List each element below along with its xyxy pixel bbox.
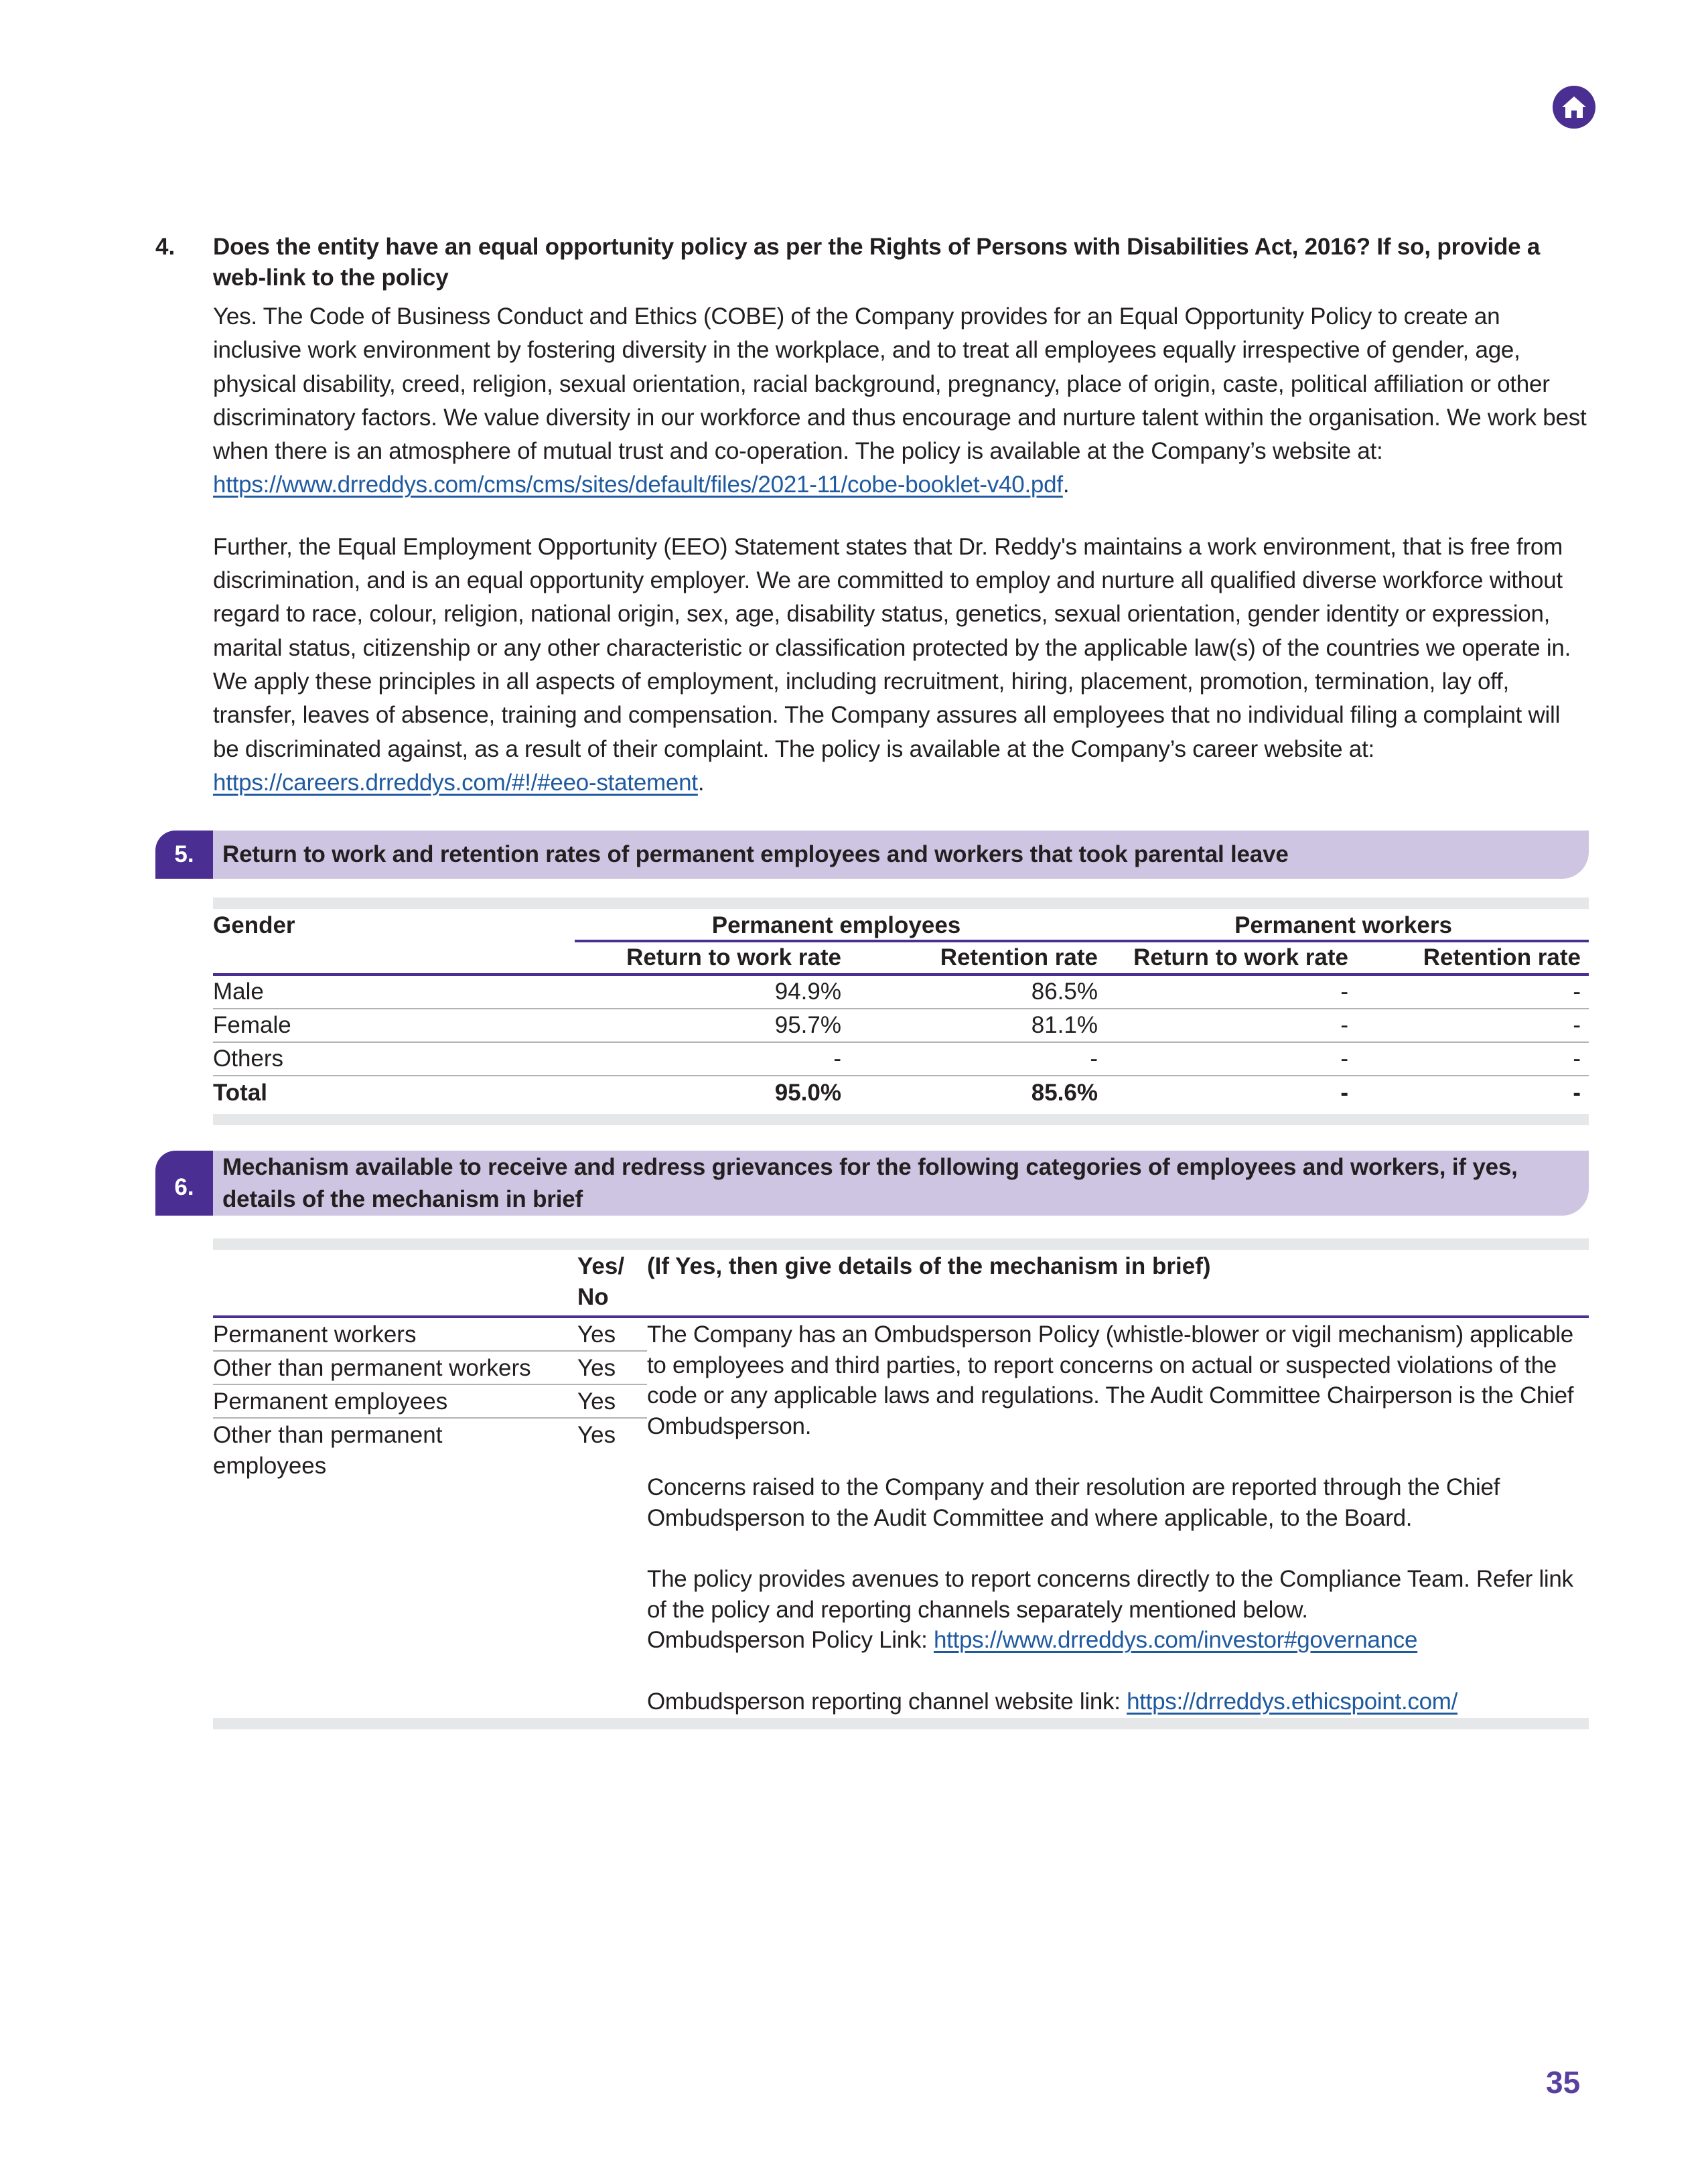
- table-row: Permanent employees Yes: [213, 1385, 647, 1419]
- section-title: Return to work and retention rates of permanent employees and workers that took parental leave: [213, 831, 1589, 879]
- gender-header: Gender: [213, 912, 295, 938]
- table-row: Female 95.7% 81.1% - -: [213, 1009, 1589, 1043]
- section-6-banner: [155, 1151, 1589, 1216]
- home-icon[interactable]: [1553, 86, 1595, 129]
- table-row: Male 94.9% 86.5% - -: [213, 976, 1589, 1009]
- grievance-table: [213, 1250, 1589, 1717]
- mechanism-details: [647, 1318, 1589, 1717]
- answer-paragraph-2: Further, the Equal Employment Opportunity (EEO) Statement states that Dr. Reddy's maintains a work environment, that is free from discrimination, and is an equal opportunity employer. We are committed to employ and nurture all qualified diverse workforce without regard to race, colour, religion, national origin, sex, age, disability status, genetics, sexual orientation, gender identity or expression, marital status, citizenship or any other characteristic or classification protected by the applicable law(s) of the countries we operate in. We apply these principles in all aspects of employment, including recruitment, hiring, placement, promotion, termination, lay off, transfer, leaves of absence, training and compensation. The Company assures all employees that no individual filing a complaint will be discriminated against, as a result of their complaint. The policy is available at the Company’s career website at: https://careers.drreddys.com/#!/#eeo-statement.: [213, 533, 1571, 796]
- cobe-policy-link[interactable]: https://www.drreddys.com/cms/cms/sites/default/files/2021-11/cobe-booklet-v40.pdf: [213, 472, 1063, 498]
- answer-paragraph-1: Yes. The Code of Business Conduct and Ethics (COBE) of the Company provides for an Equal Opportunity Policy to create an inclusive work environment by fostering diversity in the workplace, and to treat all employees equally irrespective of gender, age, physical disability, creed, religion, sexual orientation, racial background, pregnancy, place of origin, caste, political affiliation or other discriminatory factors. We value diversity in our workforce and thus encourage and nurture talent within the organisation. We work best when there is an atmosphere of mutual trust and co-operation. The policy is available at the Company’s website at: https://www.drreddys.com/cms/cms/sites/default/files/2021-11/cobe-booklet-v40.pdf.: [213, 303, 1587, 498]
- details-paragraph: Ombudsperson reporting channel website link: https://drreddys.ethicspoint.com/: [647, 1688, 1458, 1715]
- subheader: Retention rate: [940, 944, 1098, 970]
- table-top-rule: [213, 897, 1589, 909]
- section-number: 6.: [155, 1151, 213, 1216]
- table-group-header: [213, 909, 1589, 942]
- table-header-row: [213, 1250, 1589, 1318]
- group-permanent-workers: Permanent workers: [1098, 909, 1589, 942]
- table-subheader-row: [213, 942, 1589, 976]
- subheader: Return to work rate: [1133, 944, 1348, 970]
- table-row: Others - - - -: [213, 1043, 1589, 1076]
- table-bottom-rule: [213, 1114, 1589, 1125]
- table-row: Other than permanent employees Yes: [213, 1422, 616, 1479]
- table-bottom-rule: [213, 1718, 1589, 1729]
- ombudsperson-policy-link[interactable]: https://www.drreddys.com/investor#governance: [933, 1627, 1418, 1653]
- section-title: Mechanism available to receive and redress grievances for the following categories of employees and workers, if yes, details of the mechanism in brief: [213, 1151, 1589, 1216]
- details-paragraph: The policy provides avenues to report concerns directly to the Compliance Team. Refer link of the policy and reporting channels separately mentioned below. Ombudsperson Policy Link: https://www.drreddys.com/investor#governance: [647, 1566, 1573, 1653]
- section-number: 5.: [155, 831, 213, 879]
- home-glyph-icon: [1561, 95, 1587, 119]
- eeo-statement-link[interactable]: https://careers.drreddys.com/#!/#eeo-statement: [213, 769, 698, 796]
- details-paragraph: The Company has an Ombudsperson Policy (whistle-blower or vigil mechanism) applicable to employees and third parties, to report concerns on actual or suspected violations of the code or any applicable laws and regulations. The Audit Committee Chairperson is the Chief Ombudsperson.: [647, 1321, 1574, 1439]
- details-header: (If Yes, then give details of the mechanism in brief): [647, 1253, 1211, 1279]
- parental-leave-table: [213, 909, 1589, 1110]
- section-5-banner: [155, 831, 1589, 879]
- question-number: 4.: [155, 234, 175, 260]
- subheader: Retention rate: [1423, 944, 1581, 970]
- ethicspoint-link[interactable]: https://drreddys.ethicspoint.com/: [1127, 1688, 1458, 1715]
- subheader: Return to work rate: [626, 944, 841, 970]
- table-total-row: Total 95.0% 85.6% - -: [213, 1080, 1581, 1106]
- yes-no-header: Yes/ No: [577, 1253, 625, 1310]
- question-4: [155, 232, 1589, 800]
- group-permanent-employees: Permanent employees: [575, 909, 1098, 942]
- question-title: Does the entity have an equal opportunity policy as per the Rights of Persons with Disabilities Act, 2016? If so, provide a web-link to the policy: [213, 234, 1541, 291]
- page-number: 35: [1546, 2065, 1581, 2100]
- details-paragraph: Concerns raised to the Company and their resolution are reported through the Chief Ombudsperson to the Audit Committee and where applicable, to the Board.: [647, 1474, 1500, 1531]
- table-top-rule: [213, 1238, 1589, 1250]
- table-row: Permanent workers Yes: [213, 1318, 647, 1352]
- table-row: Other than permanent workers Yes: [213, 1352, 647, 1385]
